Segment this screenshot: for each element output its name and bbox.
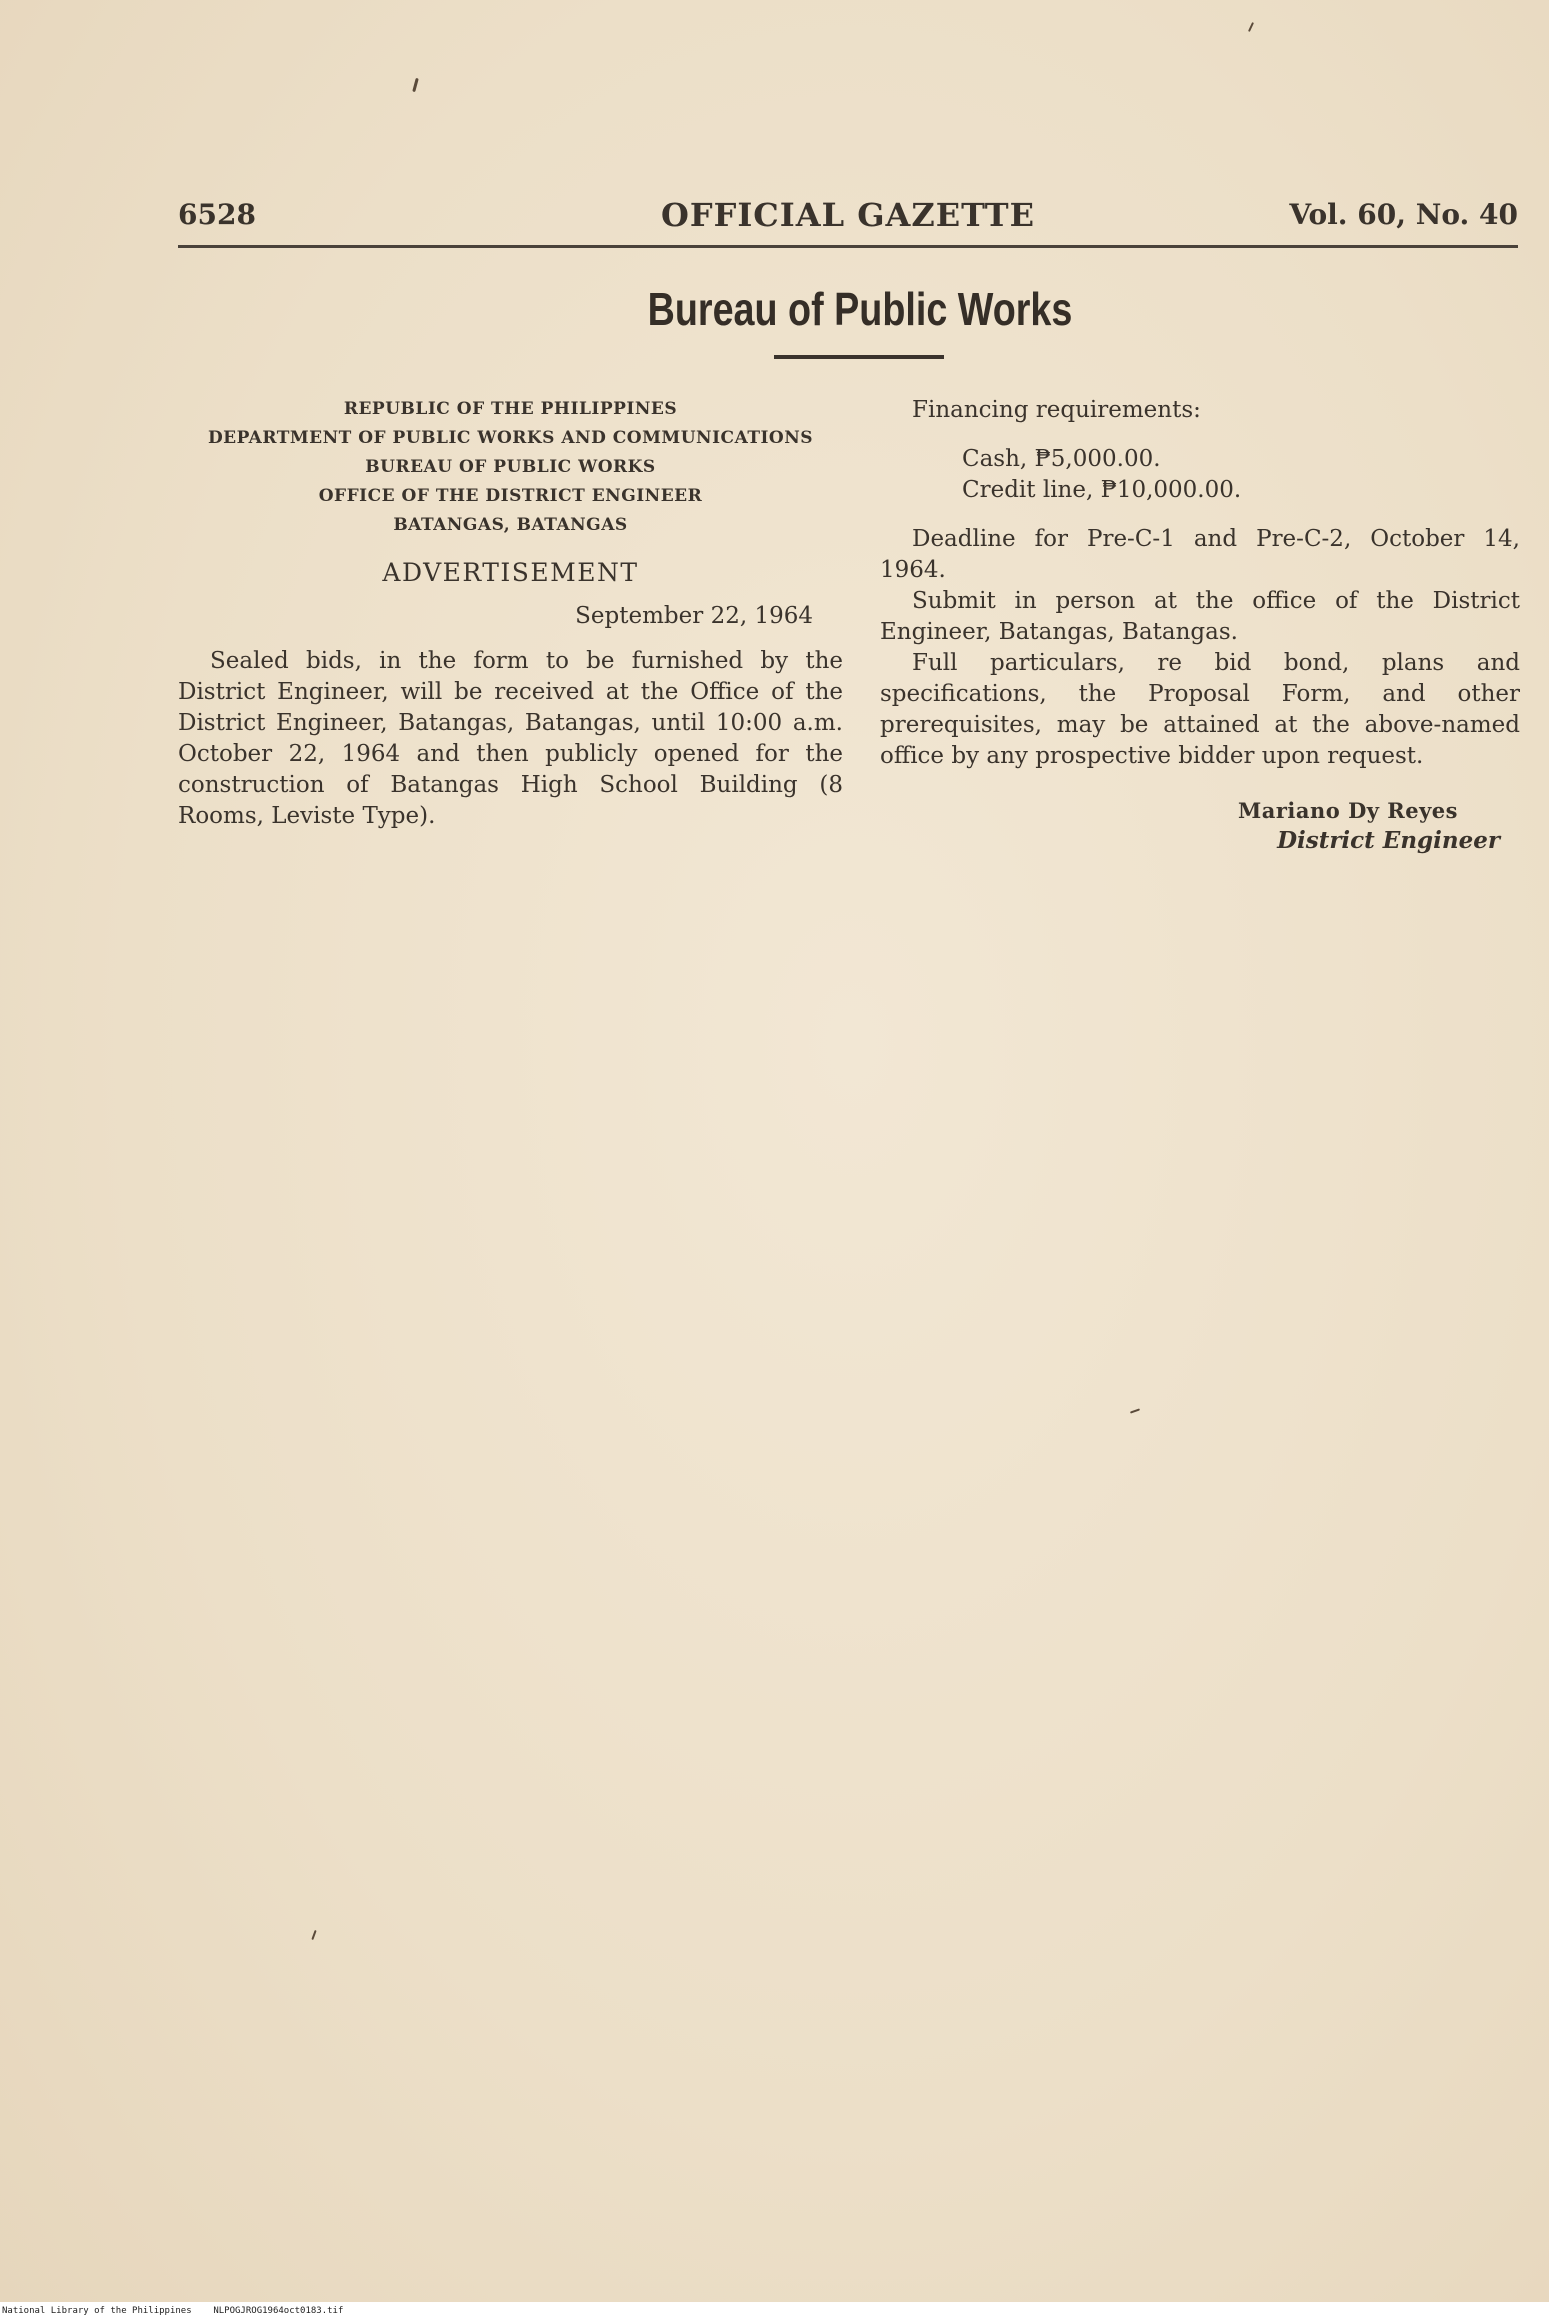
bid-notice-paragraph: Sealed bids, in the form to be furnished by the District Engineer, will be received at the Office of the District Engineer, Batangas, Batangas, until 10:00 a.m. October 22, 1964 and then publicly opened for the construction of Batangas High School Building (8 Rooms, Leviste Type). [178,648,843,829]
agency-line: DEPARTMENT OF PUBLIC WORKS AND COMMUNICATIONS [207,428,814,448]
advertisement-heading: ADVERTISEMENT [382,558,639,587]
page-header [178,190,1518,240]
financing-label: Financing requirements: [912,397,1201,423]
advertisement-date: September 22, 1964 [575,603,813,629]
cash-requirement: Cash, ₱5,000.00. [962,446,1161,472]
title-rule [774,355,944,359]
agency-line: REPUBLIC OF THE PHILIPPINES [343,399,678,419]
ink-speck [412,78,419,92]
ink-speck [1248,22,1254,32]
volume-number: Vol. 60, No. 40 [1289,198,1518,231]
scan-source: National Library of the Philippines [2,2306,192,2316]
header-rule [178,245,1518,248]
page-number: 6528 [178,198,256,231]
signatory-name: Mariano Dy Reyes [1237,798,1458,823]
submission-paragraph: Submit in person at the office of the District Engineer, Batangas, Batangas. [880,588,1520,645]
credit-line-requirement: Credit line, ₱10,000.00. [962,477,1242,503]
deadline-paragraph: Deadline for Pre-C-1 and Pre-C-2, October 14, 1964. [880,526,1520,583]
scan-file-name: NLPOGJROG1964oct0183.tif [213,2306,344,2316]
agency-line: OFFICE OF THE DISTRICT ENGINEER [318,486,703,506]
agency-line: BUREAU OF PUBLIC WORKS [365,457,656,477]
section-title: Bureau of Public Works [647,283,1073,335]
signatory-title: District Engineer [1277,827,1500,854]
agency-line: BATANGAS, BATANGAS [393,515,628,535]
left-column [178,395,843,855]
ink-speck [1130,1408,1140,1413]
publication-title: OFFICIAL GAZETTE [661,196,1035,234]
right-column [880,395,1520,856]
ink-speck [311,1930,316,1940]
particulars-paragraph: Full particulars, re bid bond, plans and specifications, the Proposal Form, and other prerequisites, may be attained at the above-named office by any prospective bidder upon request. [880,650,1520,769]
scan-source-label [2,2306,343,2316]
